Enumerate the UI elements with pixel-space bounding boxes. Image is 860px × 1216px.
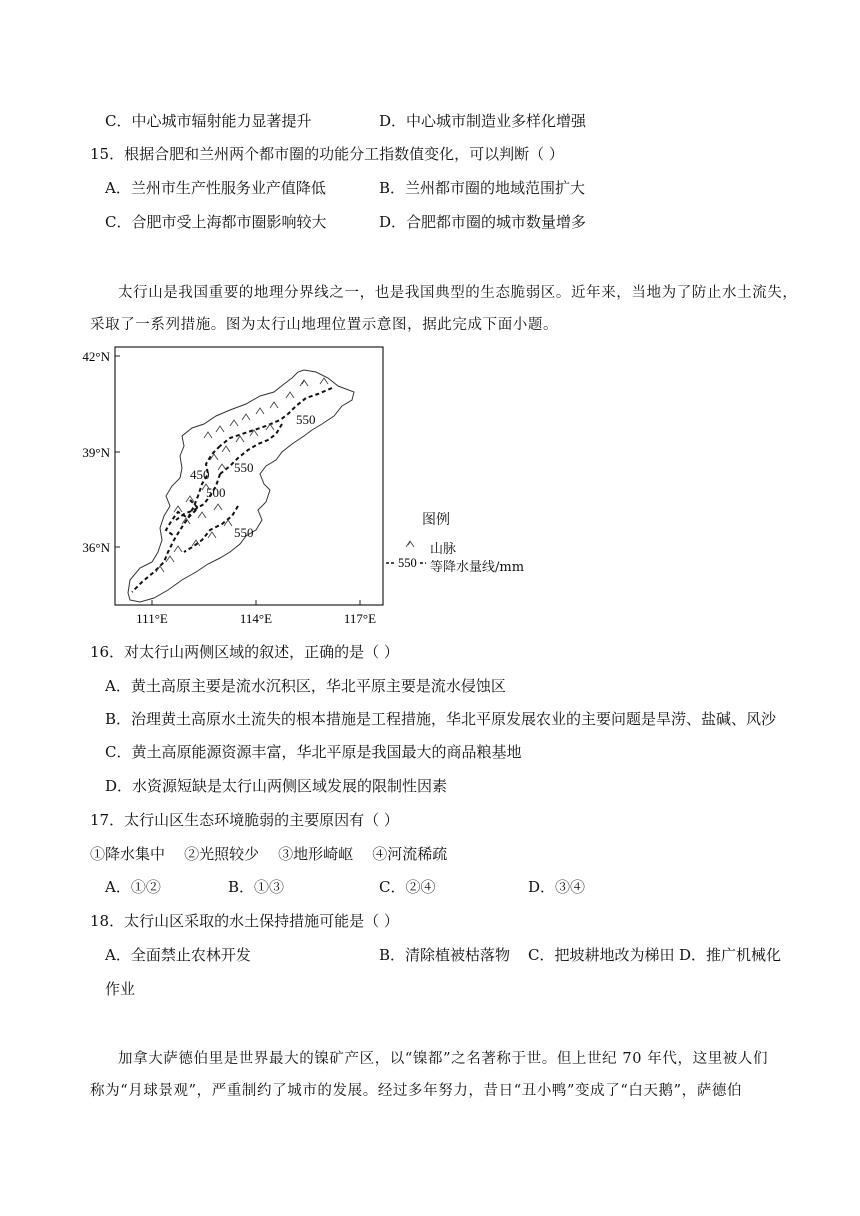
mountain-symbol [270, 402, 278, 408]
mountain-symbol [300, 380, 308, 386]
legend-mountain-label: 山脉 [430, 542, 457, 557]
q18-option-d: D．推广机械化 [679, 946, 782, 964]
isohyet-label-550-south: 550 [234, 525, 254, 540]
q16-option-a: A．黄土高原主要是流水沉积区，华北平原主要是流水侵蚀区 [105, 677, 506, 695]
taihang-map [70, 340, 550, 630]
mountain-symbol [222, 446, 230, 452]
isohyet-label-550-north: 550 [296, 412, 316, 427]
mountain-symbol [204, 432, 212, 438]
q17-option-b: B．①③ [228, 878, 285, 896]
q16-stem: 16．对太行山两侧区域的叙述，正确的是（ ） [90, 643, 399, 661]
q17-option-d: D．③④ [528, 878, 586, 896]
mountain-symbol [242, 414, 250, 420]
lat-label-42n: 42°N [82, 349, 110, 364]
q16-option-d: D．水资源短缺是太行山两侧区域发展的限制性因素 [105, 777, 448, 795]
isohyet-label-450: 450 [190, 467, 210, 482]
legend-isohyet-sample: 550 [398, 556, 417, 570]
mountain-symbols [156, 378, 328, 572]
legend-isohyet-label: 等降水量线/mm [430, 560, 525, 575]
taihang-region-outline [128, 370, 354, 602]
q18-option-a: A．全面禁止农林开发 [105, 946, 251, 964]
mountain-symbol [166, 556, 174, 562]
mountain-symbol [256, 408, 264, 414]
mountain-symbol [286, 392, 294, 398]
q17-option-c: C．②④ [379, 878, 436, 896]
lat-label-36n: 36°N [82, 540, 110, 555]
mountain-symbol [320, 378, 328, 384]
mountain-symbol [214, 504, 222, 510]
isohyet-label-550-mid: 550 [234, 460, 254, 475]
isohyet-label-500: 500 [206, 485, 226, 500]
q18-option-b: B．清除植被枯落物 [379, 946, 511, 964]
mountain-symbol [236, 436, 244, 442]
q16-option-c: C．黄土高原能源资源丰富，华北平原是我国最大的商品粮基地 [105, 743, 522, 761]
q18-stem: 18．太行山区采取的水土保持措施可能是（ ） [90, 912, 399, 930]
lon-label-114e: 114°E [239, 611, 273, 626]
mountain-symbol [198, 512, 206, 518]
taihang-map-figure [70, 340, 550, 630]
passage1-line1: 太行山是我国重要的地理分界线之一，也是我国典型的生态脆弱区。近年来，当地为了防止水土流失， [118, 285, 798, 301]
lon-label-117e: 117°E [343, 611, 377, 626]
q18-option-c: C．把坡耕地改为梯田 [528, 946, 675, 964]
q16-option-b: B．治理黄土高原水土流失的根本措施是工程措施，华北平原发展农业的主要问题是旱涝、盐碱、风沙 [105, 710, 777, 728]
mountain-symbol [216, 426, 224, 432]
isohyet-west-loop [166, 500, 198, 536]
legend-title: 图例 [422, 512, 450, 528]
q17-stem: 17．太行山区生态环境脆弱的主要原因有（ ） [90, 811, 399, 829]
map-frame [115, 347, 383, 605]
q17-option-a: A．①② [105, 878, 161, 896]
q15-option-b: B．兰州都市圈的地域范围扩大 [379, 179, 586, 197]
passage1-line2: 采取了一系列措施。图为太行山地理位置示意图，据此完成下面小题。 [90, 317, 559, 333]
legend-mountain-symbol [406, 541, 414, 547]
mountain-symbol [208, 532, 216, 538]
q15-option-c: C．合肥市受上海都市圈影响较大 [105, 213, 327, 231]
q17-items: ①降水集中 ②光照较少 ③地形崎岖 ④河流稀疏 [90, 845, 448, 863]
mountain-symbol [218, 464, 226, 470]
mountain-symbol [224, 520, 232, 526]
q15-stem: 15．根据合肥和兰州两个都市圈的功能分工指数值变化，可以判断（ ） [90, 145, 564, 163]
passage2-line1: 加拿大萨德伯里是世界最大的镍矿产区，以“镍都”之名著称于世。但上世纪 70 年代，这里被人们 [118, 1051, 769, 1067]
q15-option-d: D．合肥都市圈的城市数量增多 [379, 213, 587, 231]
lon-label-111e: 111°E [136, 611, 168, 626]
lat-label-39n: 39°N [82, 445, 110, 460]
mountain-symbol [174, 546, 182, 552]
q18-option-d-continued: 作业 [105, 980, 136, 998]
passage2-line2: 称为“月球景观”，严重制约了城市的发展。经过多年努力，昔日“丑小鸭”变成了“白天鹅”，萨德伯 [90, 1083, 743, 1099]
q14-option-c: C．中心城市辐射能力显著提升 [105, 112, 312, 130]
mountain-symbol [230, 420, 238, 426]
q15-option-a: A．兰州市生产性服务业产值降低 [105, 179, 326, 197]
q14-option-d: D．中心城市制造业多样化增强 [379, 112, 587, 130]
